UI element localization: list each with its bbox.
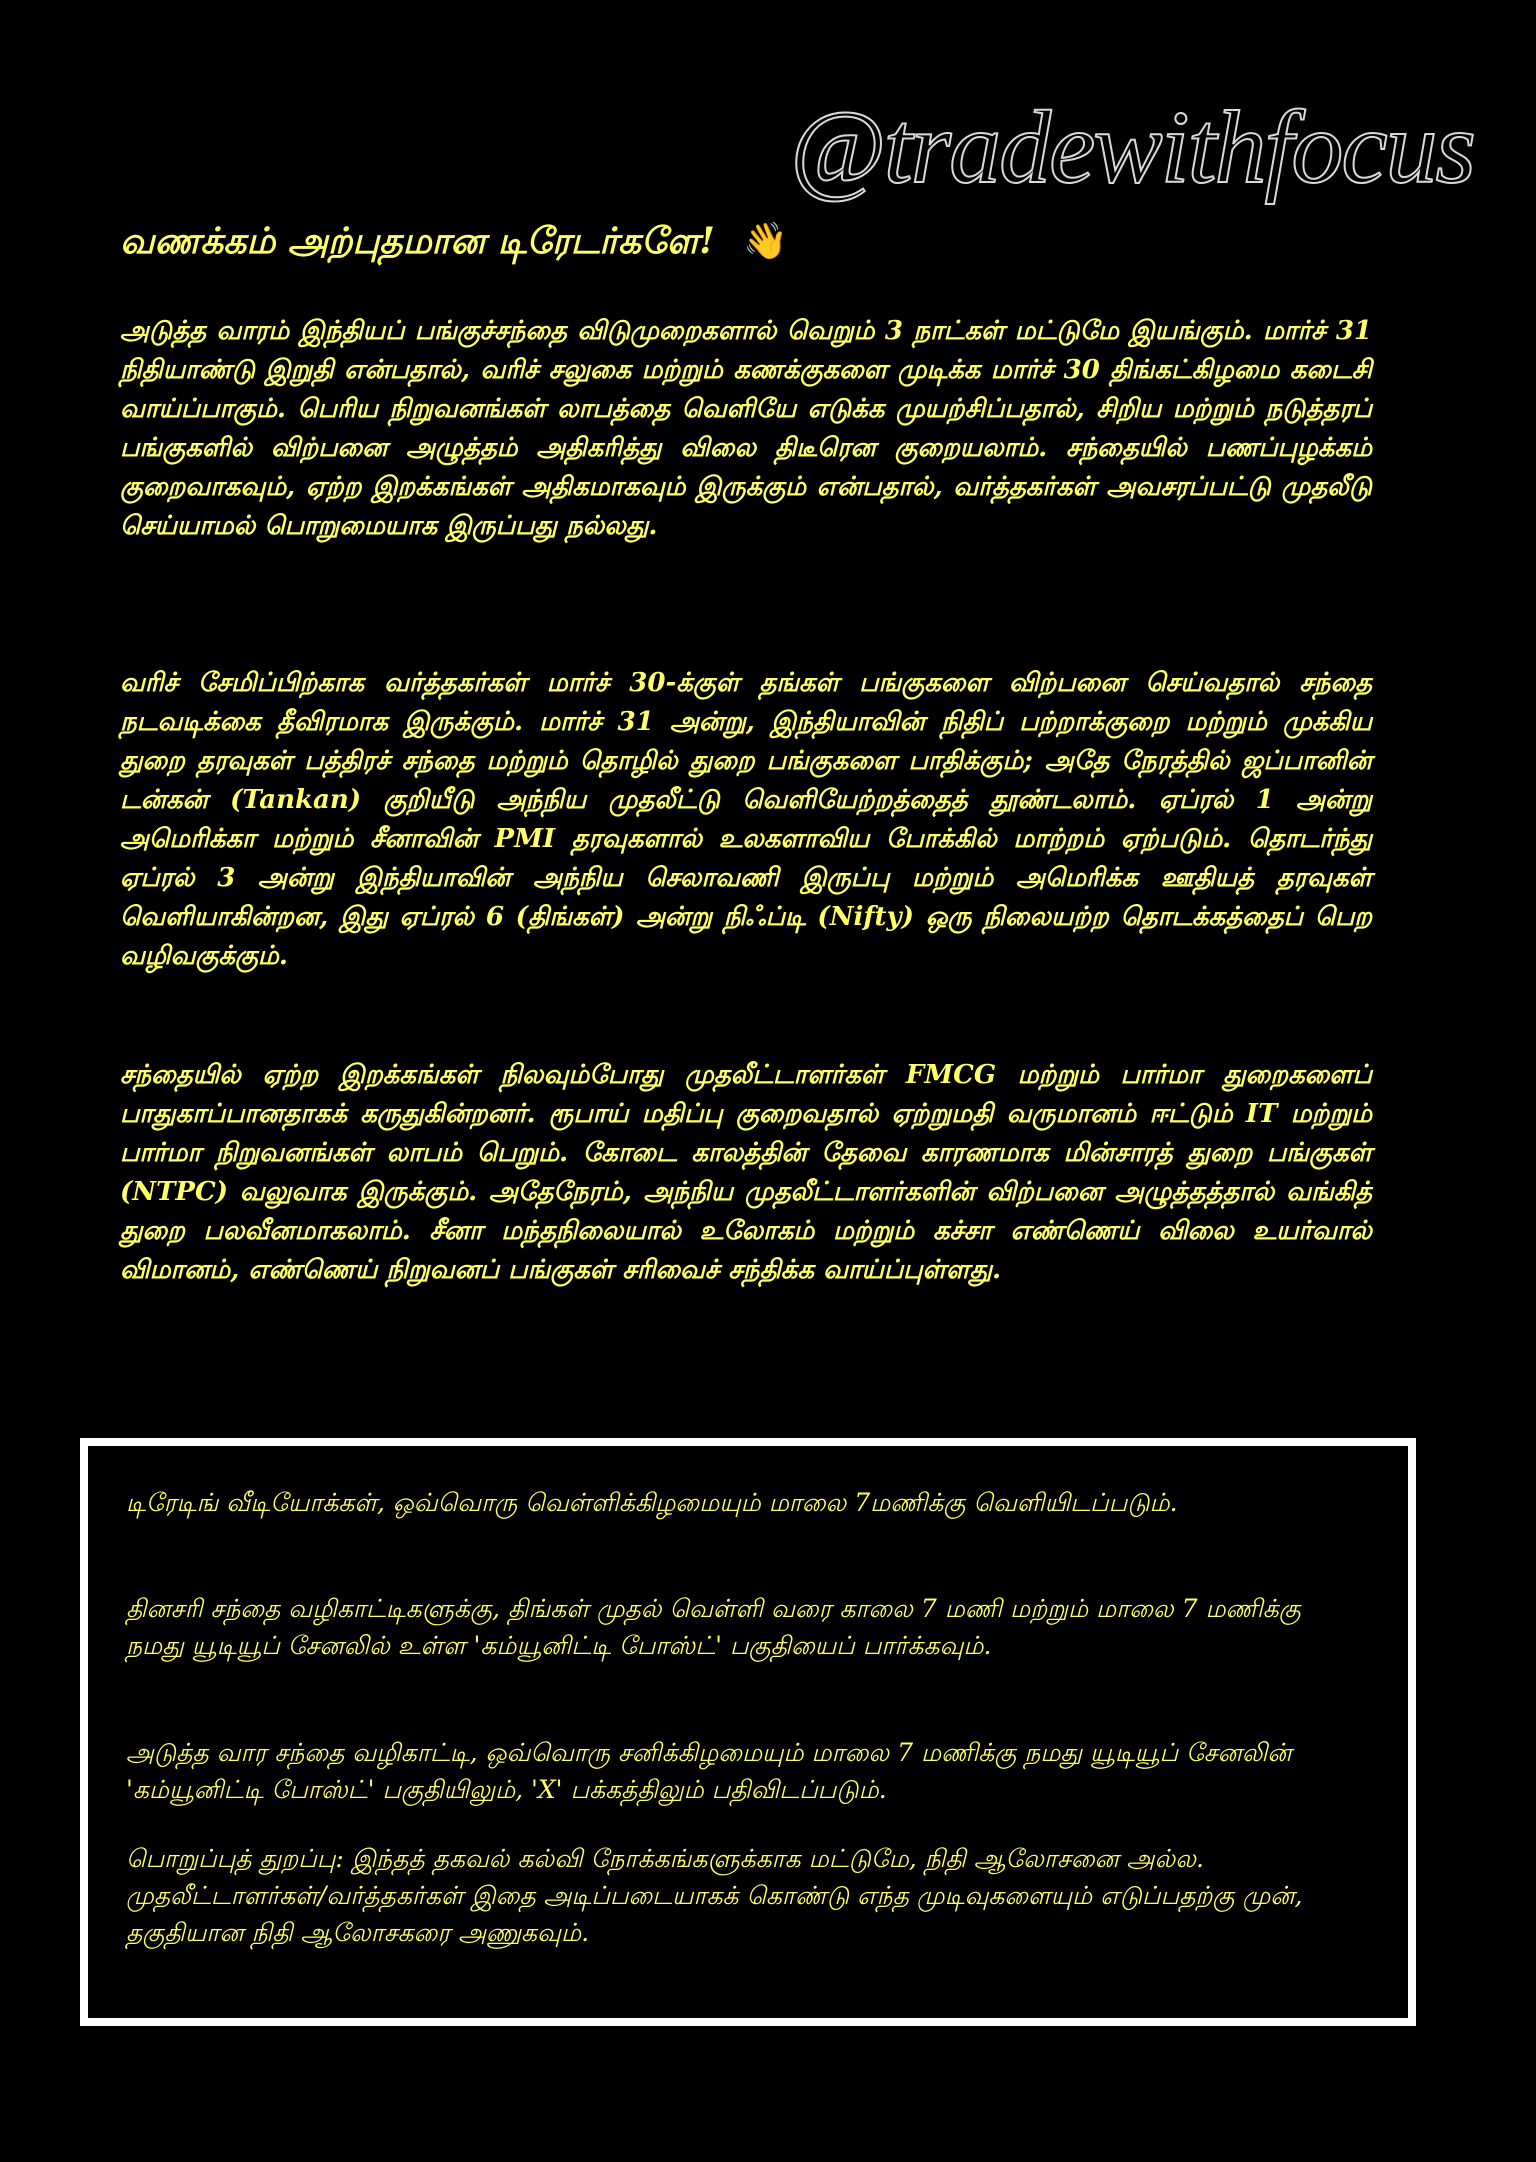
disclaimer-note: பொறுப்புத் துறப்பு: இந்தத் தகவல் கல்வி நோக்கங்களுக்காக மட்டுமே, நிதி ஆலோசனை அல்ல. முதலீட்டாளர்கள்/வர்த்தகர்கள் இதை அடிப்படையாகக் கொண்டு எந்த முடிவுகளையும் எடுப்பதற்கு முன், தகுதியான நிதி ஆலோசகரை அணுகவும்.: [126, 1844, 1303, 1947]
sector-analysis-paragraph: சந்தையில் ஏற்ற இறக்கங்கள் நிலவும்போது முதலீட்டாளர்கள் FMCG மற்றும் பார்மா துறைகளைப் பாதுகாப்பானதாகக் கருதுகின்றனர். ரூபாய் மதிப்பு குறைவதால் ஏற்றுமதி வருமானம் ஈட்டும் IT மற்றும் பார்மா நிறுவனங்கள் லாபம் பெறும். கோடை காலத்தின் தேவை காரணமாக மின்சாரத் துறை பங்குகள் (NTPC) வலுவாக இருக்கும். அதேநேரம், அந்நிய முதலீட்டாளர்களின் விற்பனை அழுத்தத்தால் வங்கித் துறை பலவீனமாகலாம். சீனா மந்தநிலையால் உலோகம் மற்றும் கச்சா எண்ணெய் விலை உயர்வால் விமானம், எண்ணெய் நிறுவனப் பங்குகள் சரிவைச் சந்திக்க வாய்ப்புள்ளது.: [120, 1060, 1372, 1285]
brand-handle: @tradewithfocus: [790, 90, 1474, 205]
greeting-text: வணக்கம் அற்புதமான டிரேடர்களே!: [120, 220, 715, 262]
economic-events-paragraph: வரிச் சேமிப்பிற்காக வர்த்தகர்கள் மார்ச் 30-க்குள் தங்கள் பங்குகளை விற்பனை செய்வதால் சந்தை நடவடிக்கை தீவிரமாக இருக்கும். மார்ச் 31 அன்று, இந்தியாவின் நிதிப் பற்றாக்குறை மற்றும் முக்கிய துறை தரவுகள் பத்திரச் சந்தை மற்றும் தொழில் துறை பங்குகளை பாதிக்கும்; அதே நேரத்தில் ஜப்பானின் டன்கன் (Tankan) குறியீடு அந்நிய முதலீட்டு வெளியேற்றத்தைத் தூண்டலாம். ஏப்ரல் 1 அன்று அமெரிக்கா மற்றும் சீனாவின் PMI தரவுகளால் உலகளாவிய போக்கில் மாற்றம் ஏற்படும். தொடர்ந்து ஏப்ரல் 3 அன்று இந்தியாவின் அந்நிய செலாவணி இருப்பு மற்றும் அமெரிக்க ஊதியத் தரவுகள் வெளியாகின்றன, இது ஏப்ரல் 6 (திங்கள்) அன்று நிஃப்டி (Nifty) ஒரு நிலையற்ற தொடக்கத்தைப் பெற வழிவகுக்கும்.: [120, 668, 1372, 971]
info-box: [80, 1438, 1416, 2026]
waving-hand-icon: 👋: [742, 220, 788, 262]
weekly-guide-note: அடுத்த வார சந்தை வழிகாட்டி, ஒவ்வொரு சனிக்கிழமையும் மாலை 7 மணிக்கு நமது யூடியூப் சேனலின் 'கம்யூனிட்டி போஸ்ட்' பகுதியிலும், 'X' பக்கத்திலும் பதிவிடப்படும்.: [126, 1738, 1292, 1804]
trading-videos-note: டிரேடிங் வீடியோக்கள், ஒவ்வொரு வெள்ளிக்கிழமையும் மாலை 7மணிக்கு வெளியிடப்படும்.: [126, 1488, 1178, 1517]
daily-guide-note: தினசரி சந்தை வழிகாட்டிகளுக்கு, திங்கள் முதல் வெள்ளி வரை காலை 7 மணி மற்றும் மாலை 7 மணிக்கு நமது யூடியூப் சேனலில் உள்ள 'கம்யூனிட்டி போஸ்ட்' பகுதியைப் பார்க்கவும்.: [126, 1594, 1301, 1660]
market-outlook-paragraph: அடுத்த வாரம் இந்தியப் பங்குச்சந்தை விடுமுறைகளால் வெறும் 3 நாட்கள் மட்டுமே இயங்கும். மார்ச் 31 நிதியாண்டு இறுதி என்பதால், வரிச் சலுகை மற்றும் கணக்குகளை முடிக்க மார்ச் 30 திங்கட்கிழமை கடைசி வாய்ப்பாகும். பெரிய நிறுவனங்கள் லாபத்தை வெளியே எடுக்க முயற்சிப்பதால், சிறிய மற்றும் நடுத்தரப் பங்குகளில் விற்பனை அழுத்தம் அதிகரித்து விலை திடீரென குறையலாம். சந்தையில் பணப்புழக்கம் குறைவாகவும், ஏற்ற இறக்கங்கள் அதிகமாகவும் இருக்கும் என்பதால், வர்த்தகர்கள் அவசரப்பட்டு முதலீடு செய்யாமல் பொறுமையாக இருப்பது நல்லது.: [120, 316, 1372, 541]
greeting-heading: [120, 218, 788, 264]
